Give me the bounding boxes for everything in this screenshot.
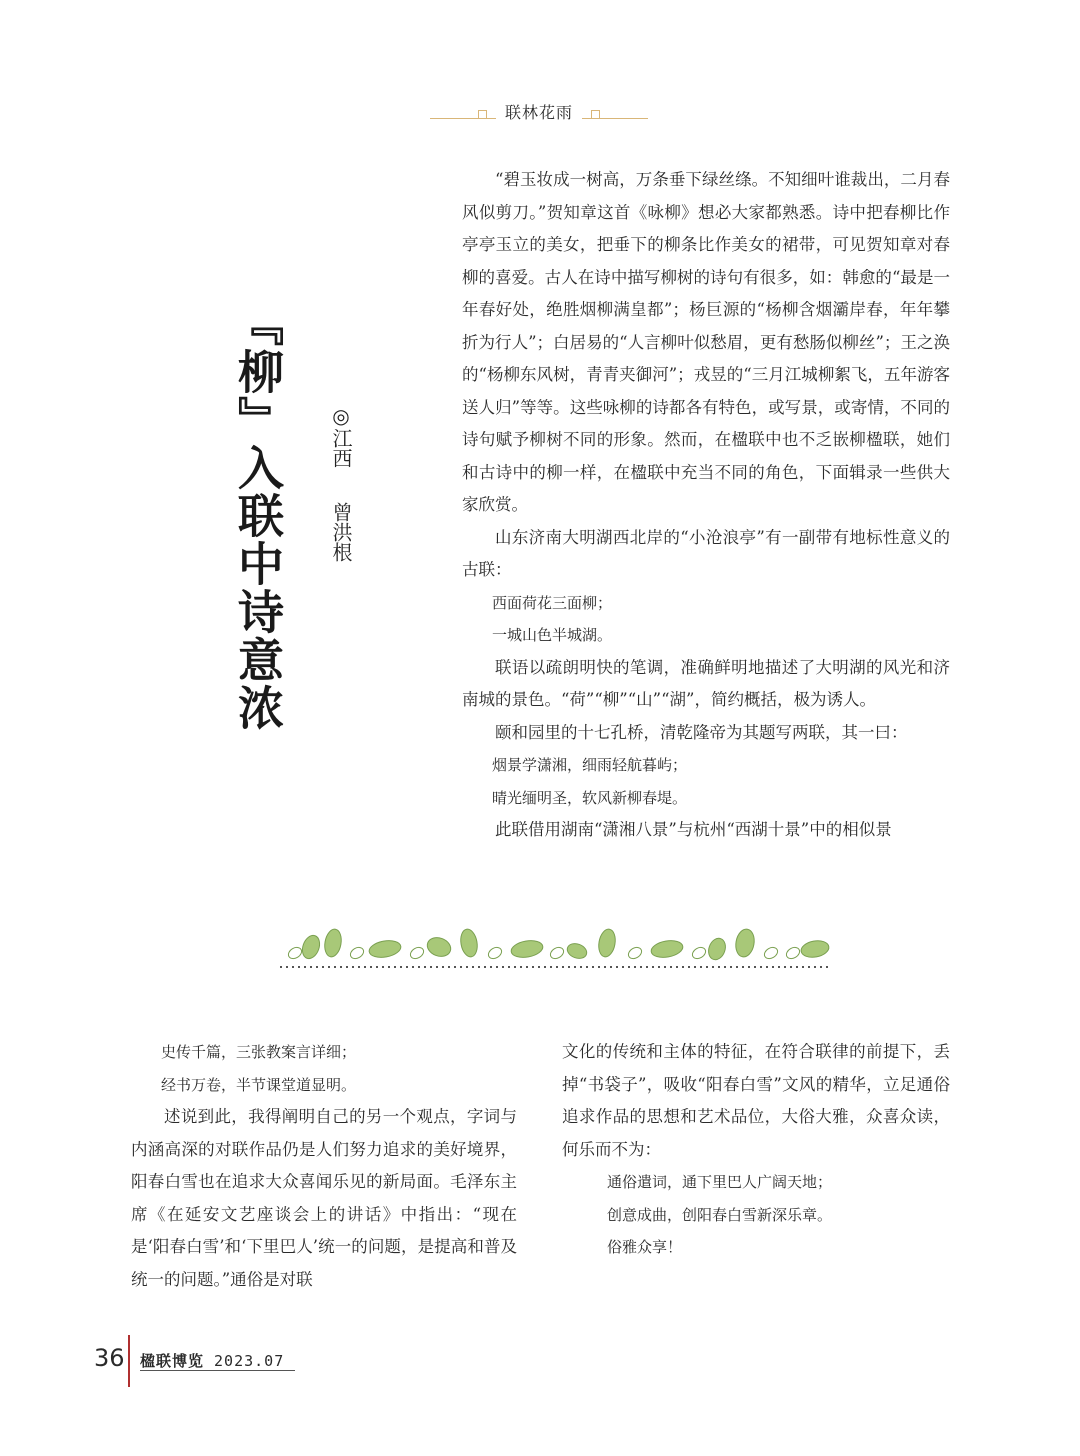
leaf-icon	[626, 945, 643, 961]
leaf-icon	[286, 945, 303, 961]
leaf-icon	[299, 933, 322, 961]
couplet-line: 一城山色半城湖。	[492, 626, 613, 644]
page-number: 36	[94, 1344, 125, 1372]
leaf-icon	[762, 945, 779, 961]
main-column	[462, 164, 950, 847]
leaf-icon	[425, 934, 454, 959]
couplet-line: 晴光缅明圣，软风新柳春堤。	[492, 788, 688, 807]
leaf-icon	[597, 928, 618, 958]
closing-line: 俗雅众享！	[607, 1238, 683, 1256]
couplet-line: 史传千篇，三张教案言详细；	[161, 1043, 357, 1061]
leaf-icon	[706, 936, 729, 962]
leaf-icon	[565, 941, 589, 961]
paragraph: 述说到此，我得阐明自己的另一个观点，字词与内涵高深的对联作品仍是人们努力追求的美好境界，阳春白雪也在追求大众喜闻乐见的新局面。毛泽东主席《在延安文艺座谈会上的讲话》中指出：“现在是‘阳春白雪’和‘下里巴人’统一的问题，是提高和普及统一的问题。”通俗是对联	[131, 1107, 517, 1289]
section-title: 联林花雨	[504, 103, 573, 122]
paragraph: “碧玉妆成一树高，万条垂下绿丝绦。不知细叶谁裁出，二月春风似剪刀。”贺知章这首《咏柳》想必大家都熟悉。诗中把春柳比作亭亭玉立的美女，把垂下的柳条比作美女的裙带，可见贺知章对春柳的喜爱。古人在诗中描写柳树的诗句有很多，如：韩愈的“最是一年春好处，绝胜烟柳满皇都”；杨巨源的“杨柳含烟灞岸春，年年攀折为行人”；白居易的“人言柳叶似愁眉，更有愁肠似柳丝”；王之涣的“杨柳东风树，青青夹御河”；戎昱的“三月江城柳絮飞，五年游客送人归”等等。这些咏柳的诗都各有特色，或写景，或寄情，不同的诗句赋予柳树不同的形象。然而，在楹联中也不乏嵌柳楹联，她们和古诗中的柳一样，在楹联中充当不同的角色，下面辑录一些供大家欣赏。	[462, 170, 950, 514]
leaf-icon	[690, 945, 707, 961]
magazine-name: 楹联博览	[140, 1352, 205, 1370]
article-author	[326, 404, 356, 562]
issue-date: 2023.07	[214, 1352, 285, 1370]
paragraph: 颐和园里的十七孔桥，清乾隆帝为其题写两联，其一曰：	[495, 722, 908, 742]
paragraph: 文化的传统和主体的特征，在符合联律的前提下，丢掉“书袋子”，吸收“阳春白雪”文风的精华，立足通俗追求作品的思想和艺术品位，大俗大雅，众喜众读，何乐而不为：	[562, 1042, 950, 1159]
author-name: 曾洪根	[329, 502, 353, 562]
footer-info	[140, 1350, 284, 1371]
leaf-icon	[486, 945, 503, 961]
leaf-icon	[800, 939, 830, 960]
paragraph: 此联借用湖南“潇湘八景”与杭州“西湖十景”中的相似景	[495, 820, 892, 839]
footer-underline	[140, 1370, 295, 1371]
couplet-line: 通俗遣词，通下里巴人广阔天地；	[607, 1173, 833, 1191]
bottom-right-column	[562, 1036, 950, 1264]
leaf-icon	[734, 928, 757, 959]
leaf-icon	[784, 945, 801, 961]
bottom-left-column	[131, 1036, 517, 1296]
leaf-icon	[323, 928, 344, 958]
leaf-icon	[368, 938, 402, 959]
couplet-line: 西面荷花三面柳；	[492, 593, 613, 612]
leaf-icon	[650, 938, 684, 959]
leaf-icon	[408, 945, 425, 961]
paragraph: 山东济南大明湖西北岸的“小沧浪亭”有一副带有地标性意义的古联：	[462, 527, 950, 579]
paragraph: 联语以疏朗明快的笔调，准确鲜明地描述了大明湖的风光和济南城的景色。“荷”“柳”“山”“湖”，简约概括，极为诱人。	[462, 657, 950, 709]
article-title: 『柳』入联中诗意浓	[231, 300, 285, 732]
couplet-line: 经书万卷，半节课堂道显明。	[161, 1075, 357, 1094]
leaf-icon	[548, 945, 565, 961]
leaf-divider-ornament	[275, 925, 835, 975]
author-prefix: ◎江西	[329, 404, 353, 468]
couplet-line: 烟景学潇湘，细雨轻航暮屿；	[492, 756, 688, 774]
couplet-line: 创意成曲，创阳春白雪新深乐章。	[607, 1205, 833, 1224]
leaf-icon	[348, 945, 365, 961]
footer-divider	[128, 1335, 130, 1387]
header-rule-right	[582, 118, 648, 119]
leaf-icon	[459, 928, 480, 958]
leaf-icon	[510, 938, 544, 959]
section-header	[430, 98, 648, 124]
